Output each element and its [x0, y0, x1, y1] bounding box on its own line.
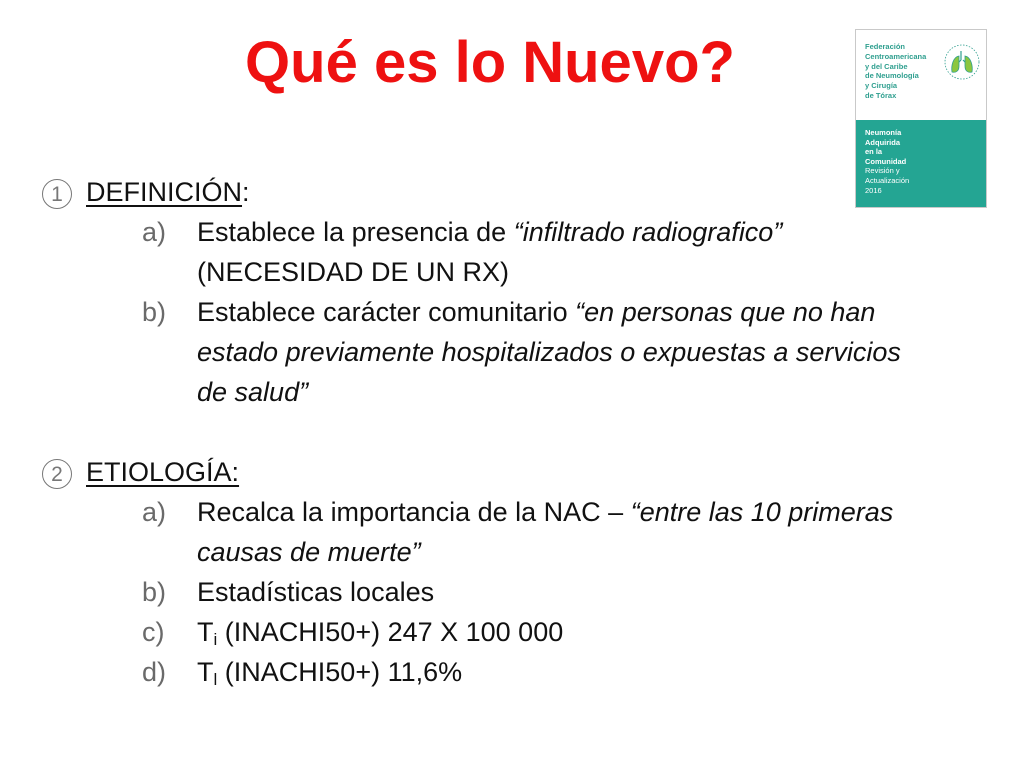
item-line	[197, 492, 1007, 532]
item-subscript: l	[213, 670, 218, 689]
cover-publisher	[865, 42, 943, 101]
item-text: Recalca la importancia de la NAC –	[197, 497, 631, 527]
section-number-badge: 1	[42, 179, 72, 209]
item-letter: a)	[142, 497, 167, 527]
item-symbol: T	[197, 657, 214, 687]
item-line: estado previamente hospitalizados o expuestas a servicios	[197, 337, 901, 367]
section-definicion	[42, 172, 1007, 412]
cover-title-line: Comunidad	[865, 156, 907, 166]
section-etiologia	[42, 452, 1007, 692]
item-line	[197, 612, 1007, 652]
cover-subtitle-line: Actualización	[865, 175, 910, 185]
cover-title-line: Adquirida	[865, 137, 900, 147]
section-title-colon: :	[242, 177, 250, 207]
item-line: (NECESIDAD DE UN RX)	[197, 257, 510, 287]
cover-publisher-line: de Tórax	[865, 90, 897, 100]
item-text: (INACHI50+) 247 X 100 000	[217, 617, 564, 647]
cover-publisher-line: Centroamericana	[865, 51, 927, 61]
cover-publisher-line: Federación	[865, 42, 906, 51]
list-item	[42, 212, 1007, 292]
slide-title: Qué es lo Nuevo?	[245, 30, 735, 95]
cover-publisher-line: y del Caribe	[865, 61, 908, 71]
item-letter: a)	[142, 217, 167, 247]
item-letter: b)	[142, 297, 167, 327]
item-quote: “infiltrado radiografico”	[513, 217, 783, 247]
item-letter: b)	[142, 577, 167, 607]
item-line	[197, 212, 1007, 252]
item-text: Establece la presencia de	[197, 217, 514, 247]
item-text: Establece carácter comunitario	[197, 297, 576, 327]
cover-title-line: Neumonía	[865, 128, 902, 137]
list-item	[42, 292, 1007, 412]
item-line: causas de muerte”	[197, 537, 421, 567]
item-letter: d)	[142, 657, 167, 687]
cover-top-panel	[856, 30, 986, 120]
section-heading	[42, 172, 1007, 212]
cover-title-line: en la	[865, 147, 883, 157]
list-item	[42, 492, 1007, 572]
cover-subtitle-line: Revisión y	[865, 166, 900, 176]
item-text: (INACHI50+) 11,6%	[217, 657, 463, 687]
item-line	[197, 652, 1007, 692]
list-item	[42, 572, 1007, 612]
lungs-icon	[944, 42, 980, 82]
list-item	[42, 652, 1007, 692]
item-letter: c)	[142, 617, 165, 647]
item-line: Estadísticas locales	[197, 577, 435, 607]
cover-publisher-line: de Neumología	[865, 71, 919, 81]
section-heading	[42, 452, 1007, 492]
item-quote: “entre las 10 primeras	[630, 497, 894, 527]
item-quote: “en personas que no han	[575, 297, 876, 327]
cover-subtitle-line: 2016	[865, 185, 882, 195]
item-line	[197, 292, 1007, 332]
item-line: de salud”	[197, 377, 309, 407]
section-number-badge: 2	[42, 459, 72, 489]
item-subscript: i	[213, 630, 218, 649]
list-item	[42, 612, 1007, 652]
section-title: DEFINICIÓN	[86, 177, 243, 207]
section-title: ETIOLOGÍA:	[86, 457, 240, 487]
item-symbol: T	[197, 617, 214, 647]
cover-publisher-line: y Cirugía	[865, 81, 898, 91]
